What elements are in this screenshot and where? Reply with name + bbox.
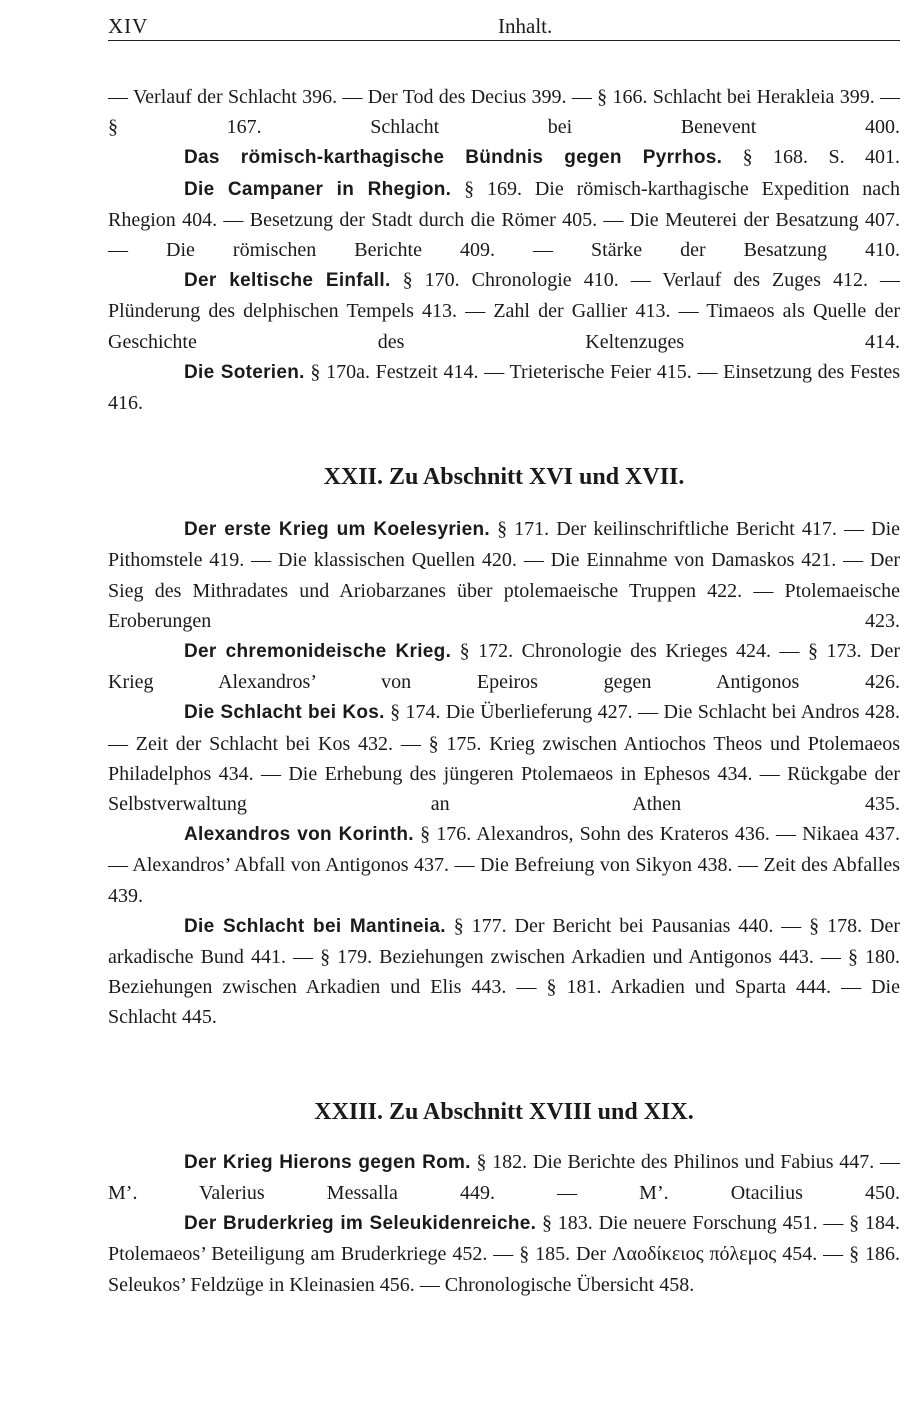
toc-entry: Das römisch-karthagische Bündnis gegen Pyrrhos. § 168. S. 401.: [184, 146, 900, 169]
entry-heading: Der Bruderkrieg im Seleukidenreiche.: [184, 1213, 537, 1235]
entry-heading: Die Campaner in Rhegion.: [184, 178, 452, 200]
toc-entry: Der erste Krieg um Koelesyrien. § 171. Der keilinschriftliche Bericht 417. — Die Pithomstele 419. — Die klassischen Quellen 420. — Die Einnahme von Damaskos 421. — Der Sieg des Mithradates und Ariobarzanes über ptolemaeische Truppen 422. — Ptolemaeische Eroberungen 423.: [108, 518, 900, 632]
section-heading: XXIII. Zu Abschnitt XVIII und XIX.: [314, 1098, 694, 1125]
toc-entry: Die Soterien. § 170a. Festzeit 414. — Trieterische Feier 415. — Einsetzung des Festes 416.: [108, 360, 901, 415]
toc-entry: Die Schlacht bei Kos. § 174. Die Überlieferung 427. — Die Schlacht bei Andros 428. — Zeit der Schlacht bei Kos 432. — § 175. Krieg zwischen Antiochos Theos und Ptolemaeos Philadelphos 434. — Die Erhebung des jüngeren Ptolemaeos in Ephesos 434. — Rückgabe der Selbstverwaltung an Athen 435.: [108, 701, 900, 816]
entry-heading: Die Soterien.: [184, 361, 305, 383]
toc-entry: Der Bruderkrieg im Seleukidenreiche. § 183. Die neuere Forschung 451. — § 184. Ptolemaeos’ Beteiligung am Bruderkriege 452. — § 185. Der Λαοδίκειος πόλεμος 454. — § 186. Seleukos’ Feldzüge in Kleinasien 456. — Chronologische Übersicht 458.: [108, 1212, 900, 1296]
entry-heading: Der Krieg Hierons gegen Rom.: [184, 1151, 471, 1173]
entry-heading: Die Schlacht bei Mantineia.: [184, 915, 446, 937]
page-number: XIV: [108, 14, 149, 38]
toc-entry: — Verlauf der Schlacht 396. — Der Tod des Decius 399. — § 166. Schlacht bei Herakleia 399. — § 167. Schlacht bei Benevent 400.: [108, 86, 900, 139]
toc-entry: Der keltische Einfall. § 170. Chronologie 410. — Verlauf des Zuges 412. — Plünderung des delphischen Tempels 413. — Zahl der Gallier 413. — Timaeos als Quelle der Geschichte des Keltenzuges 414.: [108, 269, 900, 353]
toc-entry: Der chremonideische Krieg. § 172. Chronologie des Krieges 424. — § 173. Der Krieg Alexandros’ von Epeiros gegen Antigonos 426.: [108, 640, 900, 694]
entry-heading: Der erste Krieg um Koelesyrien.: [184, 519, 490, 541]
entry-heading: Das römisch-karthagische Bündnis gegen Pyrrhos.: [184, 147, 723, 169]
toc-body: [108, 82, 900, 1300]
toc-entry: Der Krieg Hierons gegen Rom. § 182. Die Berichte des Philinos und Fabius 447. — M’. Valerius Messalla 449. — M’. Otacilius 450.: [108, 1150, 900, 1204]
page-header: [108, 10, 900, 41]
entry-heading: Die Schlacht bei Kos.: [184, 702, 385, 724]
toc-entry: Die Schlacht bei Mantineia. § 177. Der Bericht bei Pausanias 440. — § 178. Der arkadische Bund 441. — § 179. Beziehungen zwischen Arkadien und Antigonos 443. — § 180. Beziehungen zwischen Arkadien und Elis 443. — § 181. Arkadien und Sparta 444. — Die Schlacht 445.: [108, 914, 900, 1029]
entry-heading: Alexandros von Korinth.: [184, 824, 414, 846]
entry-heading: Der chremonideische Krieg.: [184, 641, 452, 663]
entry-heading: Der keltische Einfall.: [184, 270, 391, 292]
toc-entry: Die Campaner in Rhegion. § 169. Die römisch-karthagische Expedition nach Rhegion 404. — Besetzung der Stadt durch die Römer 405. — Die Meuterei der Besatzung 407. — Die römischen Berichte 409. — Stärke der Besatzung 410.: [108, 177, 900, 262]
running-title: Inhalt.: [498, 14, 553, 38]
section-heading: XXII. Zu Abschnitt XVI und XVII.: [323, 464, 685, 491]
toc-entry: Alexandros von Korinth. § 176. Alexandros, Sohn des Krateros 436. — Nikaea 437. — Alexandros’ Abfall von Antigonos 437. — Die Befreiung von Sikyon 438. — Zeit des Abfalles 439.: [108, 823, 900, 907]
